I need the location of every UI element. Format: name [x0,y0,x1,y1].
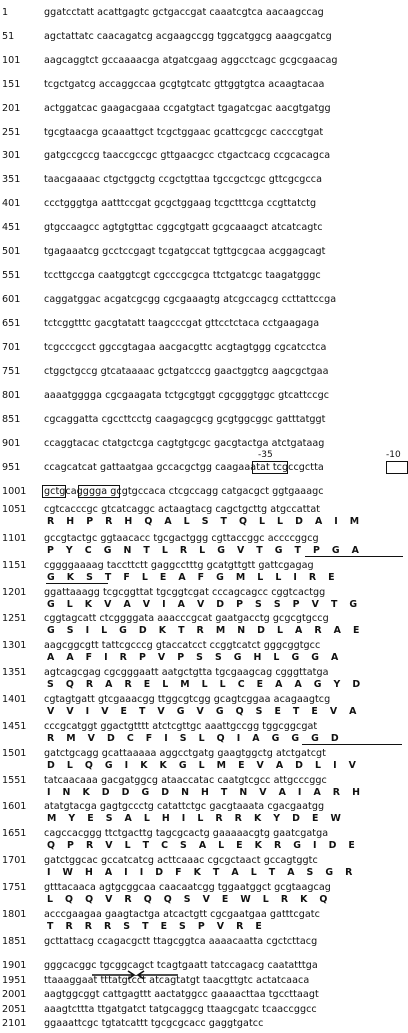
sequence-line [0,1004,408,1016]
position-number: 1201 [2,587,27,598]
nucleotide-sequence: cccgcatggt ggactgtttt atctcgttgc aaattgccgg tggcggcgat [44,721,318,732]
nucleotide-sequence: gtttacaaca agtgcggcaa caacaatcgg tggaatggct gcgtaagcag [44,882,331,893]
sequence-line [0,438,408,450]
amino-acid-sequence: G K S T F L E A F G M L L I R E [47,572,339,583]
position-number: 1151 [2,560,27,571]
nucleotide-sequence: actggatcac gaagacgaaa ccgatgtact tgagatcgac aacgtgatgg [44,103,331,114]
nucleotide-sequence: aagtggcggt cattgagttt aactatggcc gaaaacttaa tgccttaagt [44,989,319,1000]
position-number: 351 [2,174,21,185]
nucleotide-sequence: cggtagcatt ctcggggata aaacccgcat gaatgacctg gcgcgtgccg [44,613,329,624]
position-number: 1901 [2,960,27,971]
nucleotide-sequence: acccgaagaa gaagtactga atcactgtt cgcgaatgaa gatttcgatc [44,909,320,920]
translation-line [0,679,408,691]
sequence-line [0,294,408,306]
position-number: 151 [2,79,21,90]
minus35-box [252,461,288,474]
minus35-label: -35 [258,450,273,460]
amino-acid-sequence: R H P R H Q A L S T Q L L D A I M [47,516,364,527]
position-number: 201 [2,103,21,114]
shine-dalgarno-box [78,485,120,498]
position-number: 1351 [2,667,27,678]
sequence-line [0,855,408,867]
sequence-line [0,801,408,813]
sequence-line [0,318,408,330]
sequence-line [0,127,408,139]
amino-acid-sequence: I W H A I I D F K T A L T A S G R [47,867,357,878]
amino-acid-sequence: L Q Q V R Q Q S V E W L R K Q [47,894,332,905]
position-number: 851 [2,414,21,425]
nucleotide-sequence: tatcaacaaa gacgatggcg ataaccatac caatgtcgcc attgcccggc [44,775,327,786]
sequence-line [0,7,408,19]
amino-acid-sequence: R M V D C F I S L Q I A G G G D [47,733,344,744]
position-number: 401 [2,198,21,209]
position-number: 2051 [2,1004,27,1015]
sequence-line [0,882,408,894]
nucleotide-sequence: aaaatgggga cgcgaagata tctgcgtggt cgcgggtggc gtcattccgc [44,390,330,401]
position-number: 301 [2,150,21,161]
translation-line [0,840,408,852]
nucleotide-sequence: cagccacggg ttctgacttg tagcgcactg gaaaaacgtg gaatcgatga [44,828,329,839]
nucleotide-sequence: aagcaggtct gccaaaacga atgatcgaag aggcctcagc gcgcgaacag [44,55,338,66]
position-number: 501 [2,246,21,257]
nucleotide-sequence: taacgaaaac ctgctggctg ccgctgttaa tgccgctcgc gttcgcgcca [44,174,323,185]
forward-repeat-arrow [92,971,134,979]
sequence-line [0,936,408,948]
sequence-line [0,1018,408,1030]
nucleotide-sequence: tcgctgatcg accaggccaa gcgtgtcatc gttggtgtca acaagtacaa [44,79,325,90]
nucleotide-sequence: ggattaaagg tcgcggttat tgcggtcgat cccagcagcc cggtcactgg [44,587,326,598]
position-number: 1551 [2,775,27,786]
sequence-line [0,103,408,115]
sequence-line [0,462,408,474]
position-number: 551 [2,270,21,281]
walker-a-underline-2 [46,583,108,584]
nucleotide-sequence: gatctgcagg gcattaaaaa aggcctgatg gaagtggctg atctgatcgt [44,748,326,759]
sequence-line [0,31,408,43]
position-number: 1 [2,7,9,18]
sequence-line [0,640,408,652]
position-number: 801 [2,390,21,401]
translation-line [0,652,408,664]
position-number: 1501 [2,748,27,759]
translation-line [0,516,408,528]
position-number: 2101 [2,1018,27,1029]
amino-acid-sequence: A A F I R P V P S S G H L G G A [47,652,343,663]
translation-line [0,625,408,637]
nucleotide-sequence: caggatggac acgatcgcgg cgcgaaagtg atcgccagcg ccttattccga [44,294,337,305]
position-number: 1051 [2,504,27,515]
position-number: 1301 [2,640,27,651]
nucleotide-sequence: gtgccaagcc agtgtgttac cggcgtgatt gcgcaaagct atcatcagtc [44,222,323,233]
position-number: 1751 [2,882,27,893]
nucleotide-sequence: ttaaaggaat tttatgtcct atcagtatgt taacgttgtc actatcaaca [44,975,310,986]
amino-acid-sequence: Q P R V L T C S A L E K R G I D E [47,840,360,851]
amino-acid-sequence: P Y C G N T L R L G V T G T P G A [47,545,364,556]
amino-acid-sequence: T R R R S T E S P V R E [47,921,267,932]
nucleotide-sequence: ccagcatcat gattaatgaa gccacgctgg caagaaatat tcgccgctta [44,462,324,473]
amino-acid-sequence: M Y E S A L H I L R R K Y D E W [47,813,346,824]
sequence-line [0,989,408,1001]
sequence-line [0,775,408,787]
translation-line [0,813,408,825]
position-number: 901 [2,438,21,449]
sequence-line [0,533,408,545]
amino-acid-sequence: V V I V E T V G V G Q S E T E V A [47,706,361,717]
sequence-line [0,748,408,760]
translation-line [0,787,408,799]
position-number: 701 [2,342,21,353]
position-number: 1701 [2,855,27,866]
nucleotide-sequence: gatgccgccg taaccgccgc gttgaacgcc ctgactcacg ccgcacagca [44,150,331,161]
position-number: 101 [2,55,21,66]
position-number: 1001 [2,486,27,497]
sequence-line [0,270,408,282]
position-number: 1601 [2,801,27,812]
position-number: 51 [2,31,15,42]
nucleotide-sequence: atatgtacga gagtgccctg catattctgc gacgtaaata cgacgaatgg [44,801,325,812]
sequence-line [0,721,408,733]
nucleotide-sequence: tctcggtttc gacgtatatt taagcccgat gttcctctaca cctgaagaga [44,318,320,329]
sequence-line [0,587,408,599]
position-number: 1651 [2,828,27,839]
position-number: 651 [2,318,21,329]
amino-acid-sequence: I N K D D G D N H T N V A I A R H [47,787,365,798]
terminator-arrows-icon [0,970,408,982]
nucleotide-sequence: agtcagcgag cgcgggaatt aatgctgtta tgcgaagcag cgggttatga [44,667,329,678]
nucleotide-sequence: ccaggtacac ctatgctcga cagtgtgcgc gacgtactga atctgataag [44,438,325,449]
sequence-line [0,560,408,572]
sequence-line [0,366,408,378]
nucleotide-sequence: aagcggcgtt tattcgcccg gtaccatcct ccggtcatct gggcggtgcc [44,640,321,651]
sequence-line [0,828,408,840]
nucleotide-sequence: cgtagtgatt gtcgaaacgg ttggcgtcgg gcagtcggaa acagaagtcg [44,694,331,705]
amino-acid-sequence: G L K V A V I A V D P S S P V T G [47,599,362,610]
amino-acid-sequence: D L Q G I K K G L M E V A D L I V [47,760,361,771]
sequence-line [0,55,408,67]
position-number: 451 [2,222,21,233]
nucleotide-sequence: ggaaattcgc tgtatcattt tgcgcgcacc gaggtgatcc [44,1018,264,1029]
position-number: 251 [2,127,21,138]
sequence-line [0,79,408,91]
nucleotide-sequence: ctggctgccg gtcataaaac gctgatcccg gaactggtcg aagcgctgaa [44,366,329,377]
nucleotide-sequence: gctgcagggga gcgtgccaca ctcgccagg catgacgct ggtgaaagc [44,486,324,497]
translation-line [0,760,408,772]
sequence-line [0,222,408,234]
position-number: 1451 [2,721,27,732]
nucleotide-sequence: cgtcacccgc gtcatcaggc actaagtacg cagctgcttg atgccattat [44,504,321,515]
position-number: 1851 [2,936,27,947]
nucleotide-sequence: gcttattacg ccagacgctt ttagcggtca aaaacaatta cgctcttacg [44,936,318,947]
position-number: 1251 [2,613,27,624]
sequence-line [0,504,408,516]
position-number: 1951 [2,975,27,986]
position-number: 1101 [2,533,27,544]
translation-line [0,921,408,933]
nucleotide-sequence: gccgtactgc ggtaacacc tgcgactggg cgttaccggc accccggcg [44,533,319,544]
sequence-line [0,909,408,921]
sequence-line [0,667,408,679]
sequence-line [0,174,408,186]
translation-line [0,894,408,906]
nucleotide-sequence: agctattatc caacagatcg acgaagccgg tggcatggcg aaagcgatcg [44,31,332,42]
translation-line [0,867,408,879]
sequence-line [0,694,408,706]
position-number: 1401 [2,694,27,705]
position-number: 1801 [2,909,27,920]
nucleotide-sequence: aaagtcttta ttgatgatct tatgcaggcg ttaagcgatc tcaaccggcc [44,1004,317,1015]
g-motif-underline [302,744,402,745]
sequence-line [0,390,408,402]
nucleotide-sequence: gggcacggc tgcggcagct tcagtgaatt tatccagacg caatatttga [44,960,318,971]
sequence-line [0,246,408,258]
translation-line [0,599,408,611]
position-number: 2001 [2,989,27,1000]
position-number: 751 [2,366,21,377]
translation-line [0,706,408,718]
position-number: 601 [2,294,21,305]
nucleotide-sequence: tgcgtaacga gcaaattgct tcgctggaac gcattcgcgc cacccgtgat [44,127,324,138]
amino-acid-sequence: G S I L G D K T R M N D L A R A E [47,625,364,636]
nucleotide-sequence: tccttgccga caatggtcgt cgcccgcgca ttctgatcgc taagatgggc [44,270,321,281]
sequence-line [0,198,408,210]
sequence-line [0,150,408,162]
nucleotide-sequence: ccctgggtga aatttccgat gcgctggaag tcgctttcga ccgttatctg [44,198,317,209]
nucleotide-sequence: tcgcccgcct ggccgtagaa aacgacgttc acgtagtggg cgcatcctca [44,342,327,353]
minus10-label: -10 [386,450,401,460]
amino-acid-sequence: S Q R A R E L M L L C E A A G Y D [47,679,365,690]
minus10-box-end [386,461,408,474]
nucleotide-sequence: cgcaggatta cgccttcctg caagagcgcg gcgtggcggc gatttatggt [44,414,326,425]
nucleotide-sequence: cggggaaaag taccttctt gaggcctttg gcatgttgtt gattcgagag [44,560,314,571]
walker-a-underline-1 [305,556,403,557]
sequence-line [0,613,408,625]
nucleotide-sequence: tgagaaatcg gcctccgagt tcgatgccat tgttgcgcaa acggagcagt [44,246,326,257]
minus10-box-start [42,485,66,498]
nucleotide-sequence: gatctggcac gccatcatcg acttcaaac cgcgctaact gccagtggtc [44,855,318,866]
position-number: 951 [2,462,21,473]
nucleotide-sequence: ggatcctatt acattgagtc gctgaccgat caaatcgtca aacaagccag [44,7,324,18]
reverse-repeat-arrow [138,971,178,979]
sequence-line [0,342,408,354]
sequence-line [0,414,408,426]
